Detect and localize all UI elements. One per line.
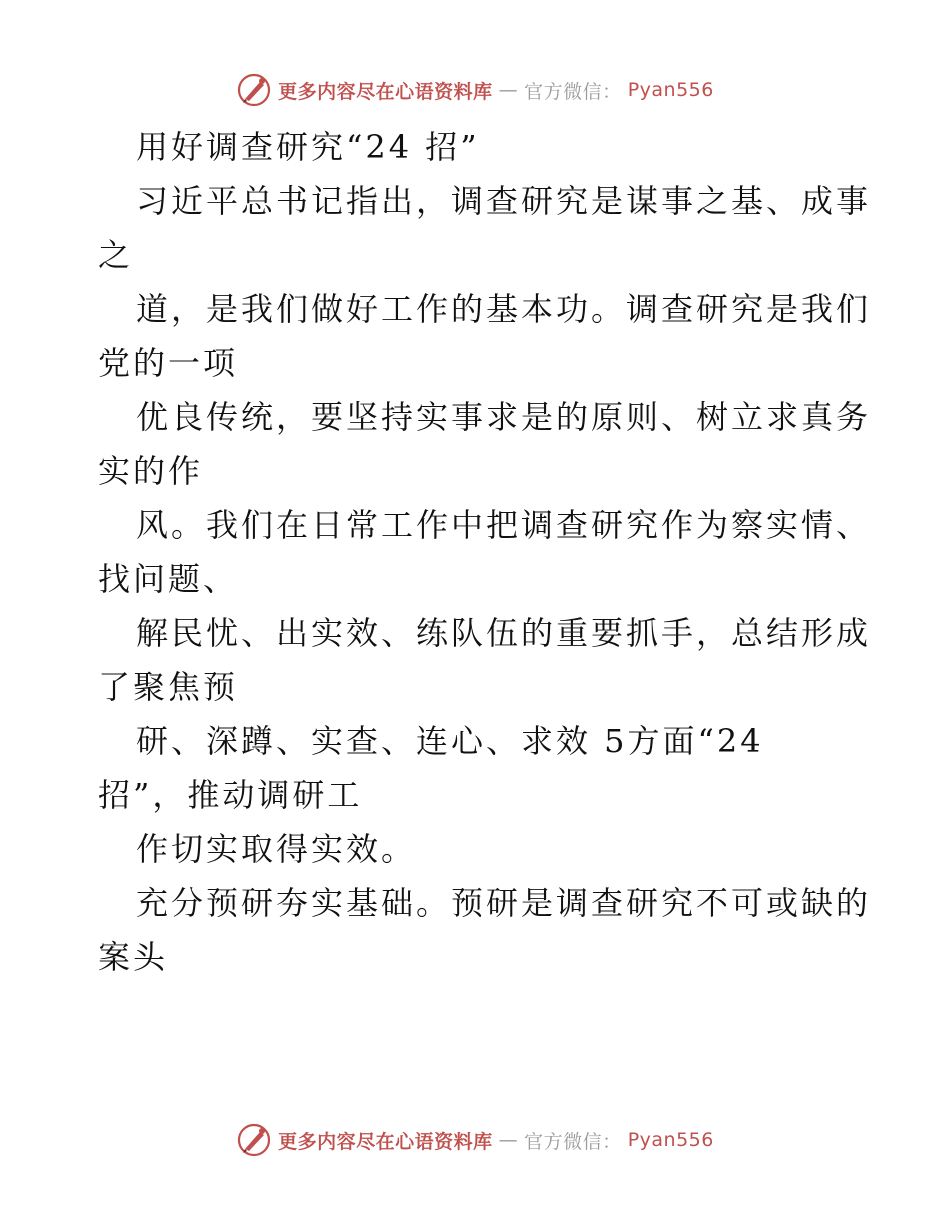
watermark-wechat-label: 官方微信：	[524, 80, 622, 103]
footer-watermark	[0, 1120, 950, 1160]
watermark-wechat-id: Pyan556	[627, 79, 714, 101]
watermark-wechat-id: Pyan556	[627, 1129, 714, 1151]
text-line: 道，是我们做好工作的基本功。调查研究是我们	[136, 290, 872, 328]
document-body	[98, 120, 872, 984]
text-line: 习近平总书记指出，调查研究是谋事之基、成事	[136, 182, 872, 220]
text-line: 优良传统，要坚持实事求是的原则、树立求真务	[136, 398, 872, 436]
document-title: 用好调查研究“24 招”	[136, 128, 480, 166]
watermark-wechat-label: 官方微信：	[524, 1130, 622, 1153]
text-line: 充分预研夯实基础。预研是调查研究不可或缺的	[136, 884, 872, 922]
pen-logo-icon	[236, 72, 272, 108]
text-line: 风。我们在日常工作中把调查研究作为察实情、	[136, 506, 872, 544]
header-watermark	[0, 70, 950, 110]
watermark-separator: —	[498, 79, 519, 101]
text-line: 实的作	[98, 452, 204, 490]
watermark-main-text: 更多内容尽在心语资料库	[278, 80, 493, 103]
text-line: 作切实取得实效。	[136, 830, 417, 868]
text-line: 解民忧、出实效、练队伍的重要抓手，总结形成	[136, 614, 872, 652]
watermark-main-text: 更多内容尽在心语资料库	[278, 1130, 493, 1153]
watermark-separator: —	[498, 1129, 519, 1151]
text-line: 招”，推动调研工	[98, 776, 363, 814]
text-line: 之	[98, 236, 134, 274]
text-line: 找问题、	[98, 560, 239, 598]
text-line: 了聚焦预	[98, 668, 239, 706]
text-line: 党的一项	[98, 344, 239, 382]
text-line: 案头	[98, 938, 169, 976]
pen-logo-icon	[236, 1122, 272, 1158]
text-line: 研、深蹲、实查、连心、求效 5方面“24	[136, 722, 764, 760]
